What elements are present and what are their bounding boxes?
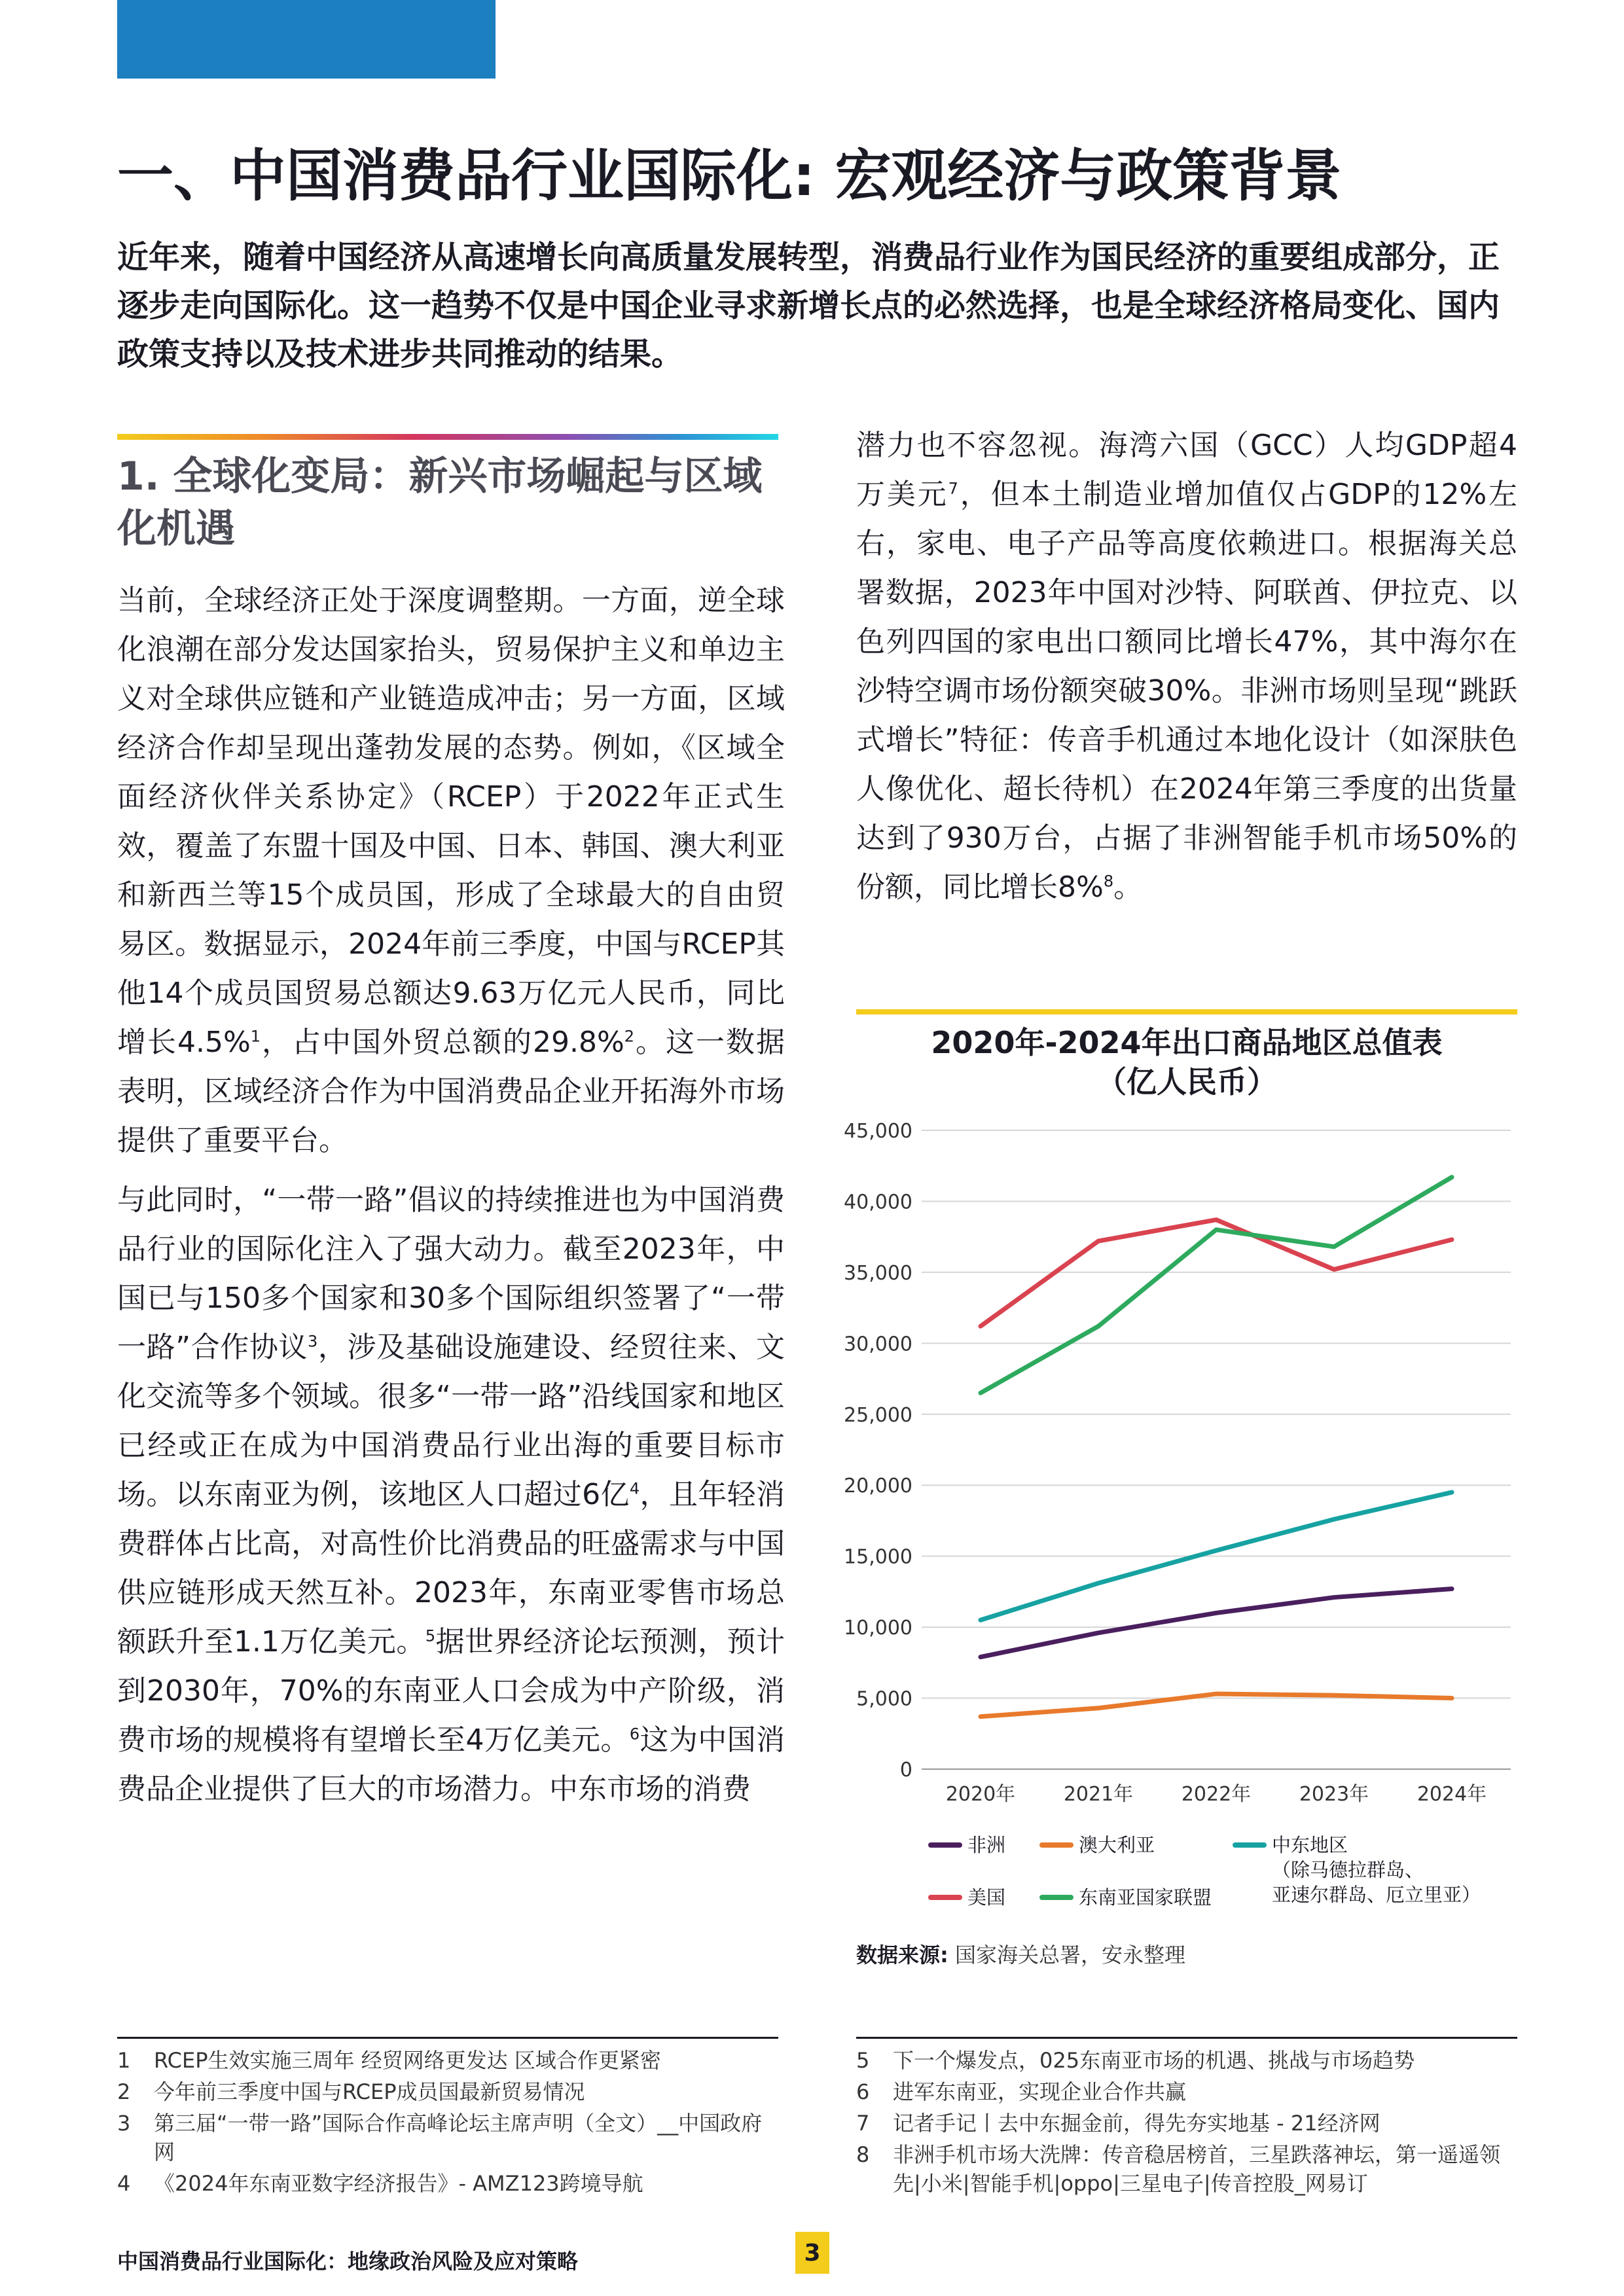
footnote-text: 下一个爆发点，025东南亚市场的机遇、挑战与市场趋势 — [893, 2048, 1415, 2073]
footnote-item[interactable] — [856, 2046, 1517, 2075]
x-tick-label: 2020年 — [945, 1783, 1016, 1806]
text-span: 据世界经济论坛预测，预计到2030年，70%的东南亚人口会成为中产阶级，消费市场的规模将有望增长至4万亿美元。 — [117, 1625, 785, 1757]
footnote-ref[interactable]: 3 — [308, 1332, 318, 1351]
footer-report-title: 中国消费品行业国际化：地缘政治风险及应对策略 — [117, 2249, 579, 2274]
footnote-number: 7 — [856, 2111, 870, 2136]
footnote-ref[interactable]: 8 — [1103, 872, 1114, 891]
legend-label-note: （除马德拉群岛、 — [1272, 1859, 1424, 1881]
footnote-text: 今年前三季度中国与RCEP成员国最新贸易情况 — [154, 2079, 585, 2104]
footnote-number: 8 — [856, 2142, 870, 2167]
footnote-ref[interactable]: 6 — [629, 1725, 640, 1744]
footnote-rule-left — [117, 2037, 778, 2039]
x-tick-label: 2024年 — [1416, 1783, 1487, 1806]
page-number: 3 — [795, 2232, 829, 2274]
chart-title: 2020年-2024年出口商品地区总值表 — [931, 1025, 1443, 1060]
x-tick-label: 2021年 — [1063, 1783, 1134, 1806]
legend-label: 东南亚国家联盟 — [1079, 1886, 1212, 1909]
chart-y-axis — [844, 1120, 912, 1782]
series-line — [981, 1177, 1452, 1393]
text-span: 这为中国消费品企业提供了巨大的市场潜力。中东市场的消费 — [117, 1723, 785, 1806]
legend-label: 非洲 — [967, 1834, 1006, 1856]
legend-label: 美国 — [967, 1886, 1006, 1909]
intro-paragraph: 近年来，随着中国经济从高速增长向高质量发展转型，消费品行业作为国民经济的重要组成部分，正逐步走向国际化。这一趋势不仅是中国企业寻求新增长点的必然选择，也是全球经济格局变化、国内政策支持以及技术进步共同推动的结果。 — [117, 239, 1500, 372]
chart-series — [981, 1177, 1452, 1717]
chart-subtitle: （亿人民币） — [1096, 1064, 1277, 1100]
x-tick-label: 2023年 — [1299, 1783, 1369, 1806]
y-tick-label: 25,000 — [844, 1403, 912, 1427]
text-span: ，涉及基础设施建设、经贸往来、文化交流等多个领域。很多“一带一路”沿线国家和地区已经或正在成为中国消费品行业出海的重要目标市场。以东南亚为例，该地区人口超过6亿 — [117, 1331, 785, 1511]
text-span: 与此同时，“一带一路”倡议的持续推进也为中国消费品行业的国际化注入了强大动力。截至2023年，中国已与150多个国家和30多个国际组织签署了“一带一路”合作协议 — [117, 1183, 785, 1364]
footnote-text: 《2024年东南亚数字经济报告》- AMZ123跨境导航 — [154, 2171, 643, 2196]
footnotes-left — [117, 2046, 778, 2200]
paragraph-belt-road — [117, 1175, 785, 1814]
footnote-text: 记者手记丨去中东掘金前，得先夯实地基 - 21经济网 — [893, 2111, 1380, 2136]
header-accent-bar — [117, 0, 496, 79]
line-chart — [844, 1009, 1517, 1926]
legend-label: 中东地区 — [1272, 1834, 1348, 1856]
footnote-ref[interactable]: 7 — [948, 479, 958, 498]
footnote-item[interactable] — [856, 2140, 1517, 2198]
y-tick-label: 15,000 — [844, 1545, 912, 1569]
series-line — [981, 1220, 1452, 1327]
y-tick-label: 10,000 — [844, 1617, 912, 1640]
chart-source — [856, 1939, 1185, 1969]
footnote-rule-right — [856, 2037, 1517, 2039]
text-span: 潜力也不容忽视。海湾六国（GCC）人均GDP超4万美元 — [856, 429, 1517, 511]
page-title: 一、中国消费品行业国际化: 宏观经济与政策背景 — [117, 143, 1342, 209]
y-tick-label: 45,000 — [844, 1120, 912, 1143]
footnote-text: 进军东南亚，实现企业合作共赢 — [893, 2079, 1187, 2104]
footnote-number: 2 — [117, 2079, 131, 2104]
source-text: 国家海关总署，安永整理 — [954, 1943, 1185, 1967]
section-divider — [117, 434, 778, 440]
source-label: 数据来源: — [856, 1943, 948, 1967]
footnote-item[interactable] — [117, 2109, 778, 2166]
legend-label-note: 亚速尔群岛、厄立里亚） — [1272, 1884, 1481, 1906]
section-heading: 1. 全球化变局：新兴市场崛起与区域化机遇 — [117, 454, 763, 552]
export-chart — [844, 1009, 1517, 1978]
chart-x-axis — [946, 1783, 1487, 1806]
footnote-number: 1 — [117, 2048, 131, 2073]
footnote-text: 第三届“一带一路”国际合作高峰论坛主席声明（全文）__中国政府网 — [154, 2111, 763, 2164]
footnote-ref[interactable]: 5 — [425, 1626, 436, 1645]
footnote-item[interactable] — [856, 2077, 1517, 2106]
footnotes-right — [856, 2046, 1517, 2200]
footnote-ref[interactable]: 2 — [624, 1027, 635, 1046]
x-tick-label: 2022年 — [1181, 1783, 1252, 1806]
text-span: 。这一数据表明，区域经济合作为中国消费品企业开拓海外市场提供了重要平台。 — [117, 1026, 785, 1157]
paragraph-rcep — [117, 576, 785, 1165]
footnote-item[interactable] — [117, 2169, 778, 2198]
footnote-ref[interactable]: 4 — [629, 1479, 640, 1498]
footnote-ref[interactable]: 1 — [250, 1027, 261, 1046]
footnote-number: 5 — [856, 2048, 870, 2073]
footnote-number: 3 — [117, 2111, 131, 2136]
footnote-text: RCEP生效实施三周年 经贸网络更发达 区域合作更紧密 — [154, 2048, 661, 2073]
y-tick-label: 35,000 — [844, 1261, 912, 1285]
y-tick-label: 40,000 — [844, 1191, 912, 1214]
text-span: ，占中国外贸总额的29.8% — [261, 1026, 624, 1059]
footnote-number: 4 — [117, 2171, 131, 2196]
left-column — [117, 576, 785, 1824]
text-span: ，但本土制造业增加值仅占GDP的12%左右，家电、电子产品等高度依赖进口。根据海关总署数据，2023年中国对沙特、阿联酋、伊拉克、以色列四国的家电出口额同比增长47%，其中海尔在沙特空调市场份额突破30%。非洲市场则呈现“跳跃式增长”特征：传音手机通过本地化设计（如深肤色人像优化、超长待机）在2024年第三季度的出货量达到了930万台，占据了非洲智能手机市场50%的份额，同比增长8% — [856, 478, 1517, 904]
footnote-item[interactable] — [856, 2109, 1517, 2138]
legend-label: 澳大利亚 — [1079, 1834, 1155, 1856]
text-span: ，且年轻消费群体占比高，对高性价比消费品的旺盛需求与中国供应链形成天然互补。2023年，东南亚零售市场总额跃升至1.1万亿美元。 — [117, 1478, 785, 1659]
y-tick-label: 30,000 — [844, 1333, 912, 1356]
chart-grid — [922, 1130, 1511, 1769]
y-tick-label: 20,000 — [844, 1475, 912, 1498]
paragraph-middle-east-africa — [856, 421, 1517, 912]
text-span: 。 — [1113, 870, 1143, 904]
series-line — [981, 1694, 1452, 1717]
y-tick-label: 5,000 — [856, 1687, 912, 1711]
right-column — [856, 421, 1517, 922]
chart-legend — [931, 1834, 1481, 1909]
text-span: 当前，全球经济正处于深度调整期。一方面，逆全球化浪潮在部分发达国家抬头，贸易保护主义和单边主义对全球供应链和产业链造成冲击；另一方面，区域经济合作却呈现出蓬勃发展的态势。例如，《区域全面经济伙伴关系协定》（RCEP）于2022年正式生效，覆盖了东盟十国及中国、日本、韩国、澳大利亚和新西兰等15个成员国，形成了全球最大的自由贸易区。数据显示，2024年前三季度，中国与RCEP其他14个成员国贸易总额达9.63万亿元人民币，同比增长4.5% — [117, 584, 785, 1059]
footnote-item[interactable] — [117, 2046, 778, 2075]
footnote-item[interactable] — [117, 2077, 778, 2106]
footnote-number: 6 — [856, 2079, 870, 2104]
footnote-text: 非洲手机市场大洗牌：传音稳居榜首，三星跌落神坛，第一遥遥领先|小米|智能手机|oppo|三星电子|传音控股_网易订 — [893, 2142, 1501, 2196]
y-tick-label: 0 — [899, 1759, 912, 1782]
